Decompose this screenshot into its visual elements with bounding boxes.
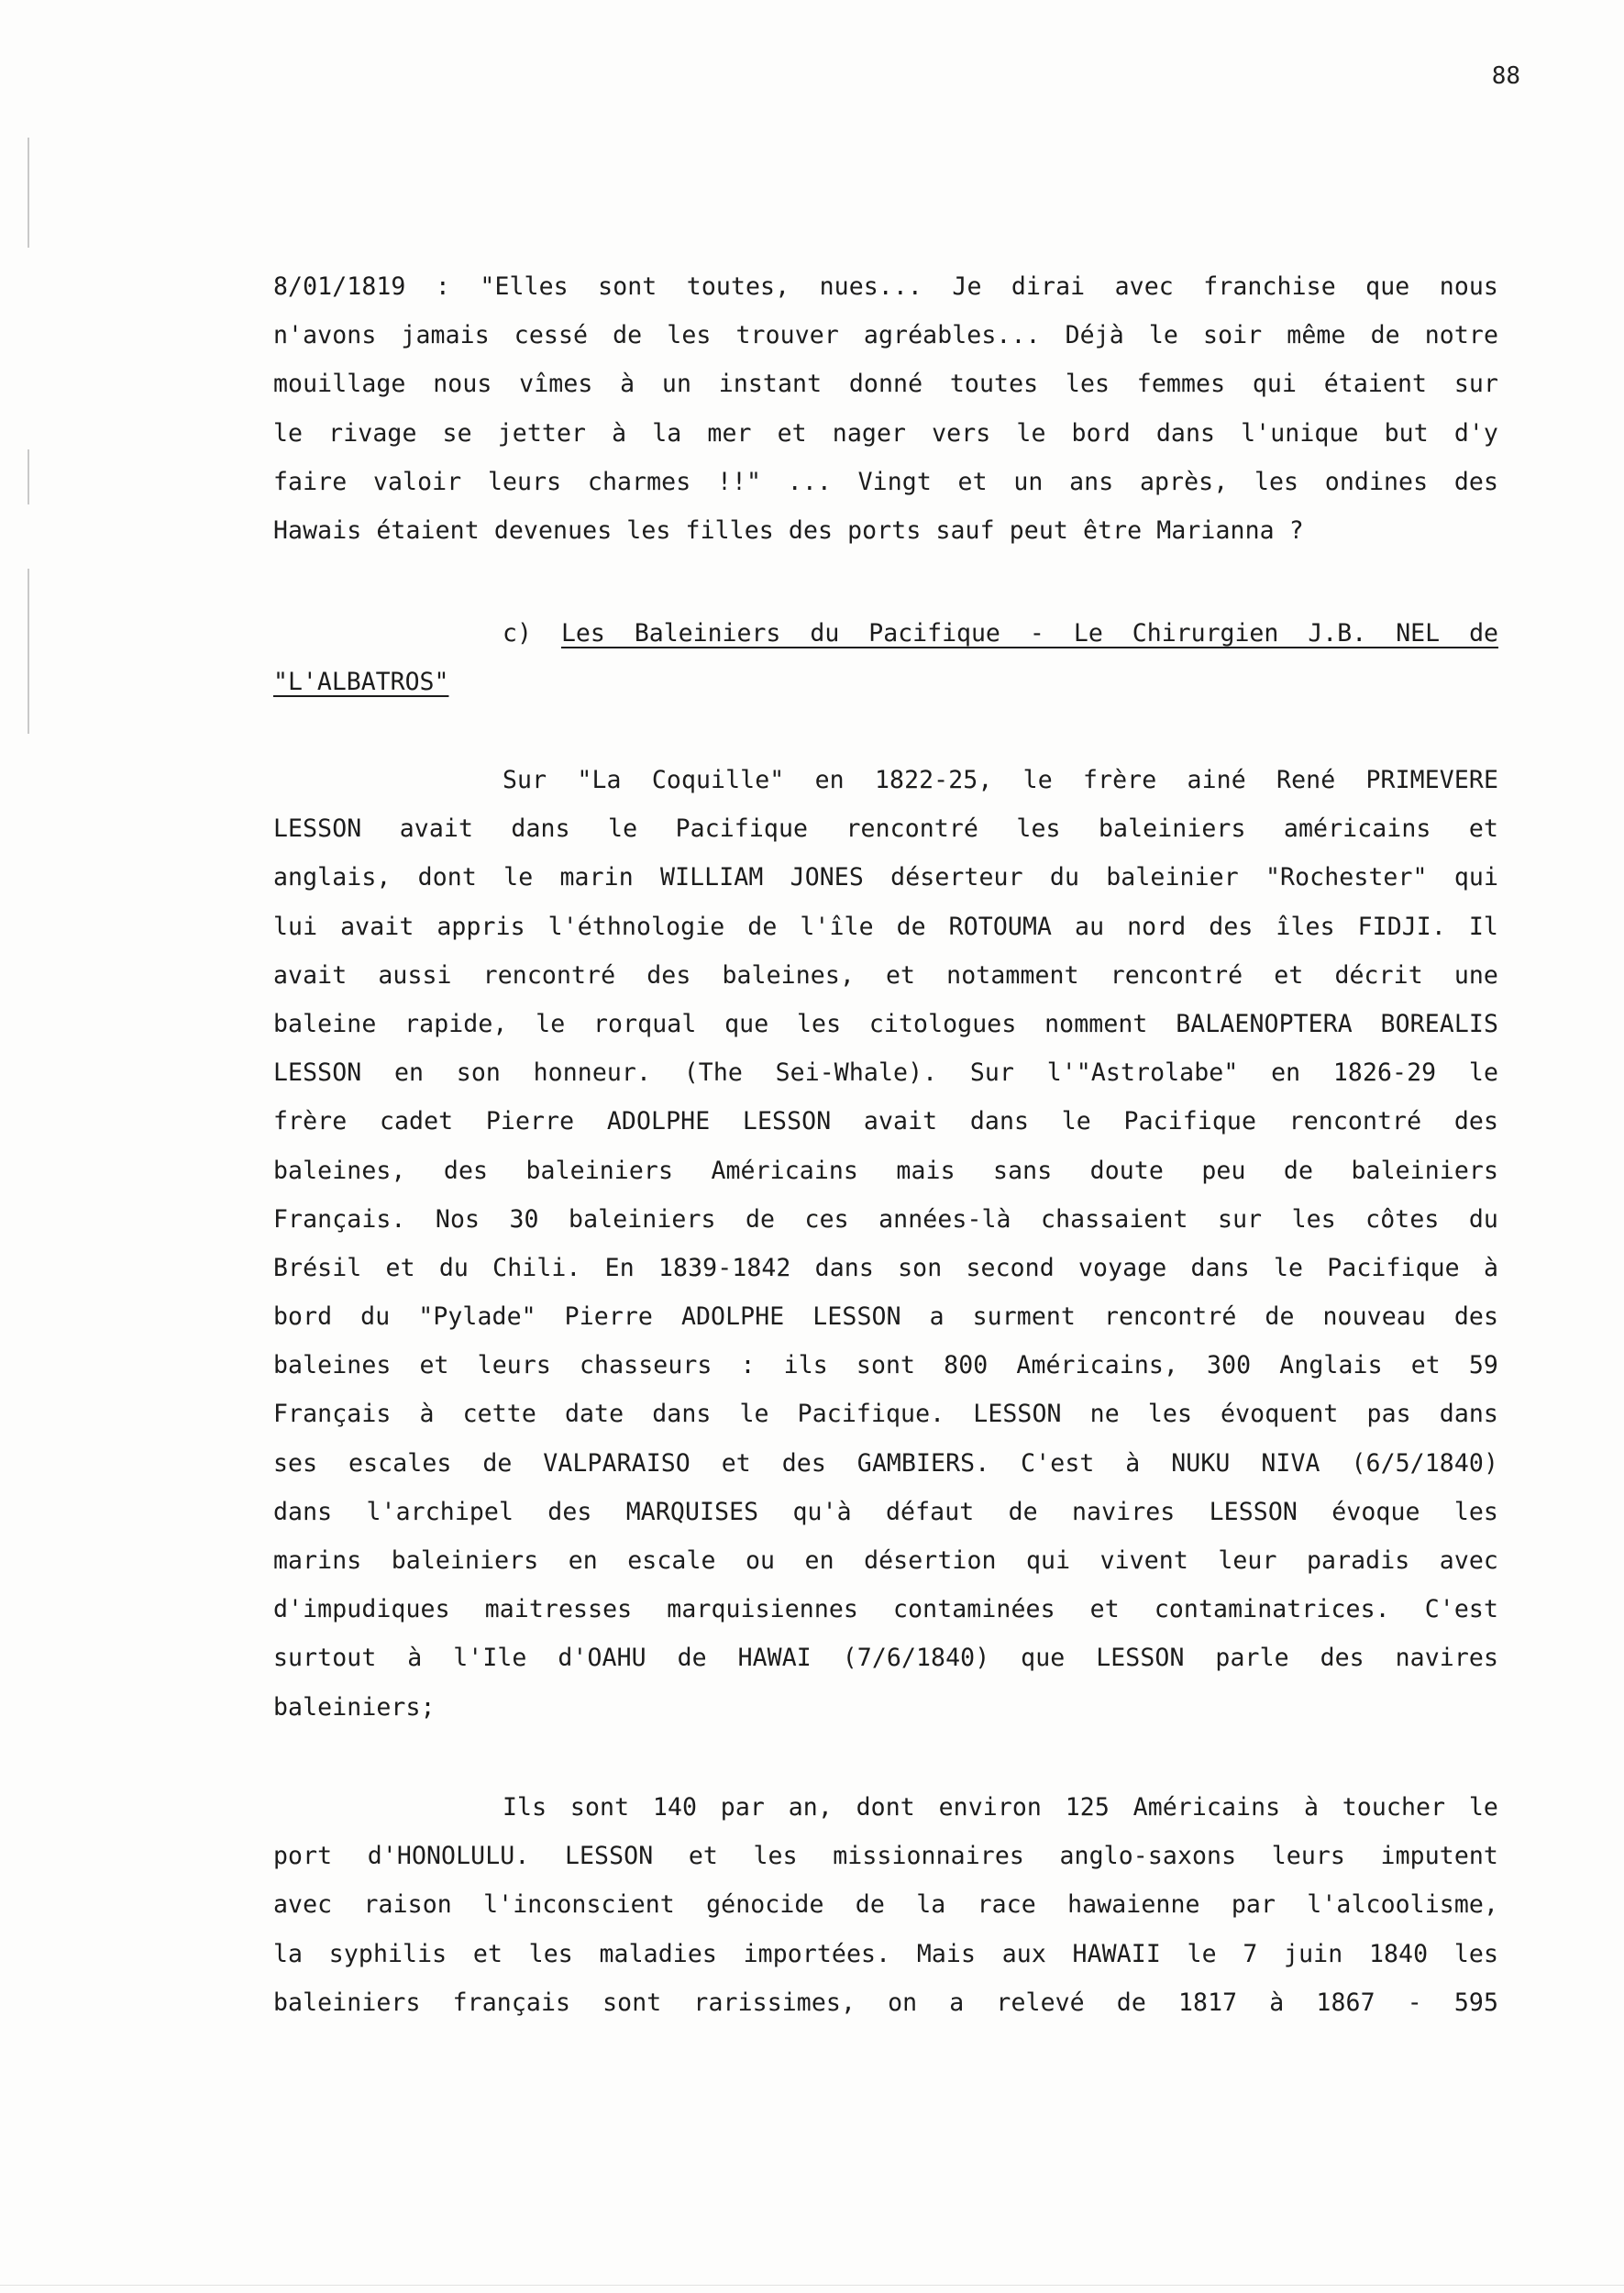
paragraph-1-line: 8/01/1819 : "Elles sont toutes, nues... Je dirai avec franchise que nous [273, 272, 1498, 301]
paragraph-3-line: la syphilis et les maladies importées. Mais aux HAWAII le 7 juin 1840 les [273, 1939, 1498, 1968]
left-margin-marks [28, 138, 30, 743]
paragraph-2-line: frère cadet Pierre ADOLPHE LESSON avait dans le Pacifique rencontré des [273, 1107, 1498, 1136]
page-number: 88 [1491, 62, 1520, 90]
paragraph-3-line: avec raison l'inconscient génocide de la race hawaienne par l'alcoolisme, [273, 1890, 1498, 1920]
section-heading [273, 609, 1498, 706]
paragraph-3-line: port d'HONOLULU. LESSON et les missionnaires anglo-saxons leurs imputent [273, 1842, 1498, 1871]
paragraph-2-line: LESSON en son honneur. (The Sei-Whale). Sur l'"Astrolabe" en 1826-29 le [273, 1058, 1498, 1088]
paragraph-2-line: Français. Nos 30 baleiniers de ces années-là chassaient sur les côtes du [273, 1204, 1498, 1234]
paragraph-2-line: surtout à l'Ile d'OAHU de HAWAI (7/6/1840) que LESSON parle des navires [273, 1644, 1498, 1673]
section-heading-line-2 [273, 658, 1498, 706]
paragraph-2-line: d'impudiques maitresses marquisiennes contaminées et contaminatrices. C'est [273, 1595, 1498, 1624]
section-title-part-1: Les Baleiniers du Pacifique - Le Chirurgien J.B. NEL de [560, 619, 1498, 648]
paragraph-2-line: lui avait appris l'éthnologie de l'île de ROTOUMA au nord des îles FIDJI. Il [273, 912, 1498, 941]
paragraph-2-line: Brésil et du Chili. En 1839-1842 dans son second voyage dans le Pacifique à [273, 1253, 1498, 1282]
paragraph-2-line: bord du "Pylade" Pierre ADOLPHE LESSON a surment rencontré de nouveau des [273, 1302, 1498, 1332]
paragraph-2-line: ses escales de VALPARAISO et des GAMBIERS. C'est à NUKU NIVA (6/5/1840) [273, 1448, 1498, 1478]
paragraph-2-line: baleines et leurs chasseurs : ils sont 800 Américains, 300 Anglais et 59 [273, 1351, 1498, 1380]
paragraph-3-line: baleiniers français sont rarissimes, on a relevé de 1817 à 1867 - 595 [273, 1988, 1498, 2017]
paragraph-1-line: mouillage nous vîmes à un instant donné toutes les femmes qui étaient sur [273, 370, 1498, 399]
section-heading-line-1 [273, 609, 1498, 658]
paragraph-1-line: Hawais étaient devenues les filles des ports sauf peut être Marianna ? [273, 515, 1304, 545]
paragraph-1-line: le rivage se jetter à la mer et nager vers le bord dans l'unique but d'y [273, 418, 1498, 448]
paragraph-3-line: Ils sont 140 par an, dont environ 125 Américains à toucher le [503, 1793, 1498, 1822]
paragraph-2 [273, 756, 1498, 1732]
paragraph-2-line: baleine rapide, le rorqual que les citologues nomment BALAENOPTERA BOREALIS [273, 1009, 1498, 1038]
paragraph-2-line: Français à cette date dans le Pacifique. LESSON ne les évoquent pas dans [273, 1400, 1498, 1429]
section-title-part-2: "L'ALBATROS" [273, 668, 449, 697]
paragraph-1-line: n'avons jamais cessé de les trouver agréables... Déjà le soir même de notre [273, 321, 1498, 350]
paragraph-2-line: Sur "La Coquille" en 1822-25, le frère ainé René PRIMEVERE [503, 766, 1498, 794]
paragraph-2-line: baleines, des baleiniers Américains mais sans doute peu de baleiniers [273, 1156, 1498, 1185]
section-label: c) [503, 619, 532, 648]
paragraph-2-line: marins baleiniers en escale ou en désertion qui vivent leur paradis avec [273, 1546, 1498, 1575]
paragraph-2-line: anglais, dont le marin WILLIAM JONES déserteur du baleinier "Rochester" qui [273, 863, 1498, 892]
paragraph-1-line: faire valoir leurs charmes !!" ... Vingt et un ans après, les ondines des [273, 467, 1498, 496]
paragraph-2-line: dans l'archipel des MARQUISES qu'à défaut de navires LESSON évoque les [273, 1497, 1498, 1526]
paragraph-2-line: LESSON avait dans le Pacifique rencontré les baleiniers américains et [273, 814, 1498, 844]
paragraph-2-line: baleiniers; [273, 1692, 436, 1722]
paragraph-2-line: avait aussi rencontré des baleines, et notamment rencontré et décrit une [273, 960, 1498, 990]
scan-bottom-edge [0, 2285, 1624, 2286]
paragraph-1 [273, 262, 1498, 555]
paragraph-3 [273, 1783, 1498, 2027]
